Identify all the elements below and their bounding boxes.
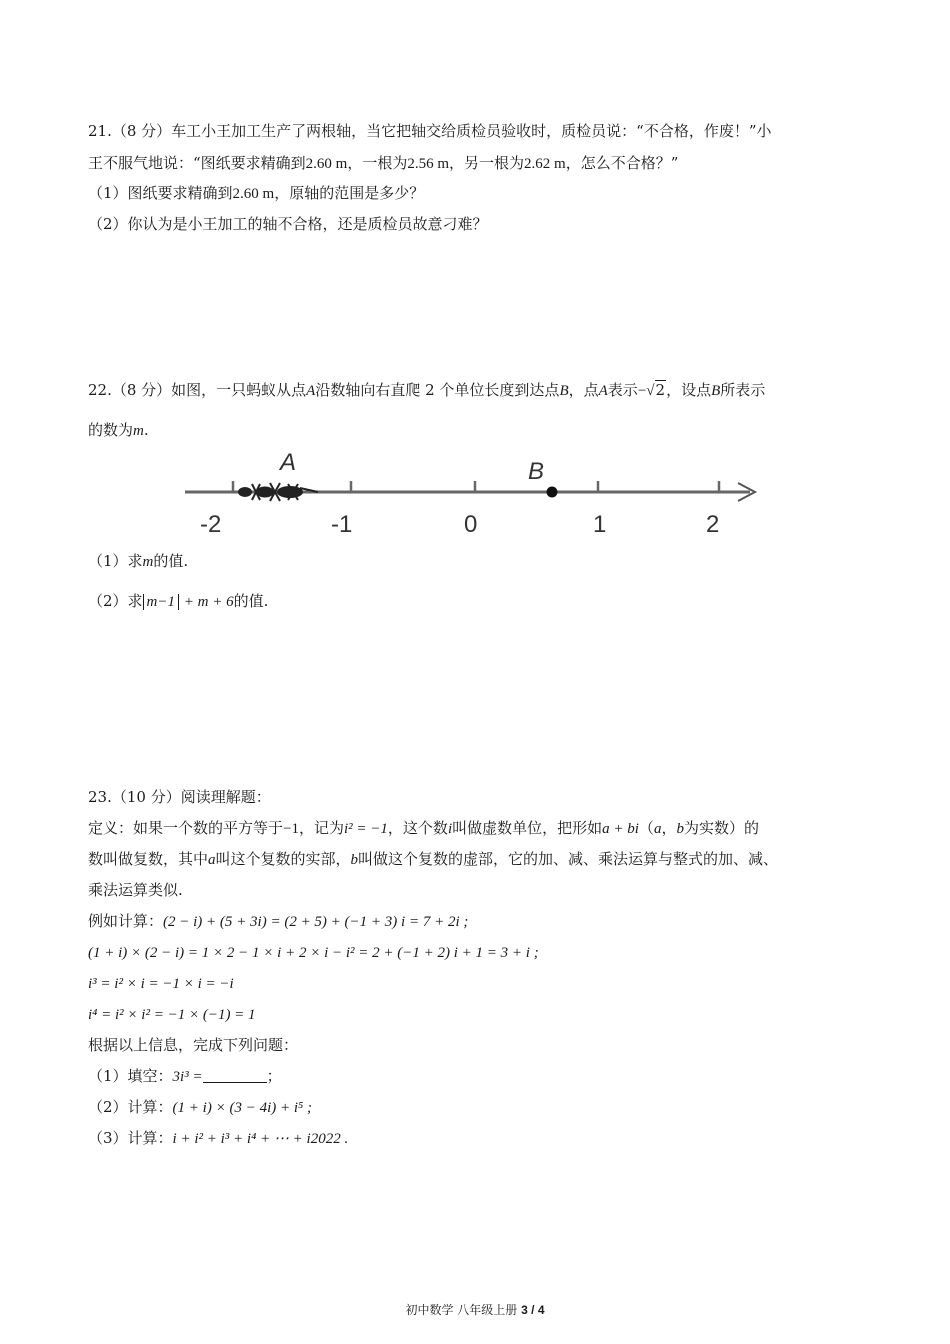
- value-256: 2.56 m: [407, 156, 450, 172]
- q23-title: 23.（10 分）阅读理解题：: [88, 788, 271, 806]
- q22-line1: 22.（8 分）如图，一只蚂蚁从点A沿数轴向右直爬 2 个单位长度到达点B，点A表示−√2，设点B所表示: [88, 379, 765, 402]
- point-b-dot: [547, 487, 558, 498]
- q21-line1: 21.（8 分）车工小王加工生产了两根轴，当它把轴交给质检员验收时，质检员说：“不合格，作废！”小: [88, 122, 772, 140]
- q23-sub2: （2）计算：(1 + i) × (3 − 4i) + i⁵ ;: [88, 1098, 312, 1116]
- page-footer: 初中数学 八年级上册 3 / 4: [405, 1303, 545, 1317]
- q23-example3: i³ = i² × i = −1 × i = −i: [88, 976, 234, 992]
- tick-label-neg2: -2: [200, 511, 222, 538]
- value-262: 2.62 m: [524, 156, 566, 172]
- tick-label-2: 2: [706, 511, 720, 538]
- tick-label-1: 1: [593, 511, 607, 538]
- q21-line2: 王不服气地说：“图纸要求精确到2.60 m，一根为2.56 m，另一根为2.62 m，怎么不合格？”: [88, 154, 679, 172]
- q23-sub3: （3）计算：i + i² + i³ + i⁴ + ⋯ + i2022 .: [88, 1129, 349, 1147]
- q21-sub2: （2）你认为是小王加工的轴不合格，还是质检员故意刁难？: [88, 215, 488, 233]
- q23-info: 根据以上信息，完成下列问题：: [88, 1036, 299, 1054]
- value-260: 2.60 m: [305, 156, 348, 172]
- q22-sub1: （1）求m的值.: [88, 552, 189, 570]
- label-a: A: [280, 449, 297, 476]
- label-b: B: [528, 458, 545, 485]
- page-number: 3 / 4: [521, 1303, 545, 1317]
- q23-example1: 例如计算：(2 − i) + (5 + 3i) = (2 + 5) + (−1 + 3) i = 7 + 2i ;: [88, 912, 469, 930]
- q23-def2: 数叫做复数，其中a叫这个复数的实部，b叫做这个复数的虚部，它的加、减、乘法运算与整式的加、减、: [88, 850, 779, 868]
- tick-label-0: 0: [464, 511, 478, 538]
- q23-example4: i⁴ = i² × i² = −1 × (−1) = 1: [88, 1007, 256, 1023]
- abs-expression: m−1: [143, 594, 179, 610]
- answer-blank[interactable]: [203, 1068, 267, 1083]
- q22-line2: 的数为m.: [88, 421, 149, 439]
- q23-example2: (1 + i) × (2 − i) = 1 × 2 − 1 × i + 2 × i − i² = 2 + (−1 + 2) i + 1 = 3 + i ;: [88, 945, 539, 961]
- sqrt-symbol: √2: [646, 381, 666, 399]
- tick-label-neg1: -1: [331, 511, 353, 538]
- q23-def3: 乘法运算类似.: [88, 881, 183, 899]
- q23-def1: 定义：如果一个数的平方等于−1，记为i² = −1，这个数i叫做虚数单位，把形如a + bi（a，b为实数）的: [88, 819, 759, 837]
- q22-sub2: （2）求 m−1 + m + 6的值.: [88, 592, 269, 610]
- q23-sub1: （1）填空：3i³ = ；: [88, 1067, 282, 1085]
- number-line-figure: [180, 448, 770, 543]
- q21-sub1: （1）图纸要求精确到2.60 m，原轴的范围是多少？: [88, 184, 425, 202]
